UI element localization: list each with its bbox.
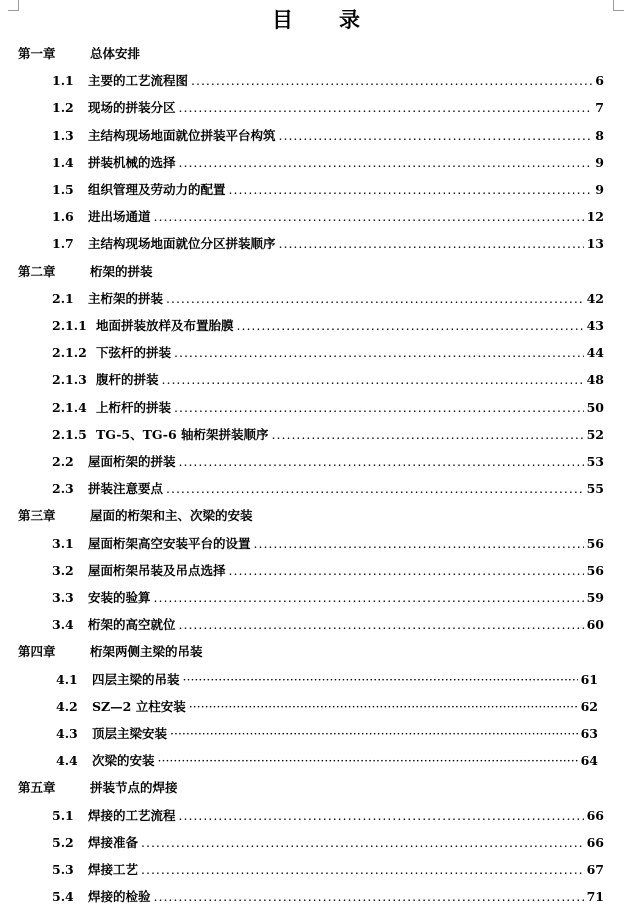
entry-title: 顶层主梁安装 [92,726,168,741]
dot-leader [170,726,578,741]
entry-page-number: 43 [586,318,604,333]
entry-page-number: 8 [595,127,604,143]
entry-title: 上桁杆的拼装 [96,399,172,415]
entry-number: 2.1.5 [52,426,87,442]
entry-title: 焊接准备 [88,834,139,850]
entry-number: 3.1 [52,535,74,551]
title-char-2: 录 [339,7,360,32]
toc-entry [56,697,598,715]
entry-page-number: 63 [580,726,598,741]
dot-leader [166,291,584,306]
entry-number: 2.1.2 [52,345,87,361]
chapter-title: 总体安排 [90,46,141,61]
entry-title: 拼装机械的选择 [88,154,176,170]
entry-title: 腹杆的拼装 [96,372,159,388]
chapter-number: 第三章 [18,508,56,524]
dot-leader [158,753,578,768]
chapter-title: 桁架的拼装 [90,263,153,279]
entry-number: 1.5 [52,182,74,197]
entry-number: 1.6 [52,209,74,225]
entry-page-number: 53 [586,454,604,469]
entry-page-number: 61 [580,671,598,687]
entry-title: 安装的验算 [88,590,151,605]
toc-entry [52,588,604,606]
chapter-title: 屋面的桁架和主、次梁的安装 [90,508,253,524]
toc-entry [52,71,604,89]
chapter-title: 桁架两侧主梁的吊装 [90,644,203,660]
dot-leader [166,481,584,496]
entry-title: TG-5、TG-6 轴桁架拼装顺序 [96,426,269,442]
entry-title: 主结构现场地面就位拼装平台构筑 [88,127,276,143]
entry-page-number: 60 [586,617,604,633]
entry-number: 2.1 [52,290,74,306]
toc-entry [52,289,604,307]
entry-title: 四层主梁的吊装 [92,671,180,687]
toc-entry [52,887,604,905]
entry-page-number: 42 [586,290,604,306]
entry-title: 焊接的检验 [88,889,151,905]
toc-entry [52,806,604,824]
entry-title: 焊接工艺 [88,862,139,877]
entry-page-number: 13 [586,236,604,252]
toc-entry [52,452,604,470]
toc-entry [52,316,604,334]
dot-leader [179,454,584,469]
entry-title: 拼装注意要点 [88,481,164,497]
toc-entry [52,860,604,878]
entry-page-number: 56 [586,562,604,578]
entry-title: 组织管理及劳动力的配置 [88,182,226,197]
dot-leader [154,889,584,904]
entry-title: 屋面桁架吊装及吊点选择 [88,562,226,578]
entry-number: 3.2 [52,562,74,578]
entry-title: 现场的拼装分区 [88,100,176,116]
toc-chapter-heading [18,44,578,62]
entry-title: 主要的工艺流程图 [88,73,189,89]
entry-title: SZ—2 立柱安装 [92,698,186,714]
toc-entry [52,370,604,388]
entry-number: 5.2 [52,834,74,850]
toc-entry [56,751,598,769]
entry-page-number: 71 [586,889,604,905]
toc-entry [52,561,604,579]
entry-page-number: 62 [580,698,598,714]
toc-entry [56,724,598,742]
entry-number: 2.1.4 [52,399,87,415]
entry-title: 次梁的安装 [92,753,155,769]
dot-leader [183,672,578,687]
entry-number: 5.1 [52,807,74,823]
entry-page-number: 12 [586,209,604,225]
entry-number: 2.3 [52,481,74,497]
entry-number: 1.2 [52,100,74,116]
entry-page-number: 48 [586,372,604,388]
entry-number: 2.1.3 [52,372,87,388]
entry-number: 4.4 [56,753,78,769]
entry-title: 主结构现场地面就位分区拼装顺序 [88,236,276,252]
toc-entry [52,833,604,851]
dot-leader [237,318,584,333]
entry-number: 1.7 [52,236,74,252]
toc-entry [52,126,604,144]
entry-number: 5.3 [52,862,74,877]
entry-title: 屋面桁架的拼装 [88,454,176,469]
entry-title: 主桁架的拼装 [88,290,164,306]
entry-page-number: 50 [586,399,604,415]
dot-leader [141,862,584,877]
entry-number: 3.3 [52,590,74,605]
toc-chapter-heading [18,506,578,524]
entry-number: 4.3 [56,726,78,741]
entry-title: 进出场通道 [88,209,151,225]
toc-entry [56,670,598,688]
dot-leader [254,536,584,551]
entry-page-number: 55 [586,481,604,497]
dot-leader [174,400,584,415]
entry-title: 地面拼装放样及布置胎膜 [96,318,234,333]
dot-leader [179,617,584,632]
dot-leader [154,590,584,605]
entry-page-number: 44 [586,345,604,361]
toc-entry [52,234,604,252]
entry-number: 4.2 [56,698,78,714]
entry-page-number: 66 [586,834,604,850]
dot-leader [279,128,593,143]
dot-leader [229,563,584,578]
entry-page-number: 9 [595,154,604,170]
title-char-1: 目 [272,7,293,32]
chapter-number: 第四章 [18,644,56,660]
entry-title: 屋面桁架高空安装平台的设置 [88,535,251,551]
toc-entry [52,343,604,361]
toc-entry [52,153,604,171]
entry-title: 桁架的高空就位 [88,617,176,633]
toc-entry [52,479,604,497]
dot-leader [179,100,593,115]
dot-leader [154,209,584,224]
entry-number: 2.2 [52,454,74,469]
entry-page-number: 52 [586,426,604,442]
chapter-title: 拼装节点的焊接 [90,780,178,796]
chapter-number: 第五章 [18,780,56,796]
toc-chapter-heading [18,778,578,796]
entry-page-number: 64 [580,753,598,769]
toc-entry [52,615,604,633]
dot-leader [162,372,584,387]
entry-number: 1.3 [52,127,74,143]
entry-page-number: 9 [595,182,604,197]
toc-entry [52,98,604,116]
entry-page-number: 56 [586,535,604,551]
toc-entry [52,398,604,416]
chapter-number: 第二章 [18,263,56,279]
entry-page-number: 66 [586,807,604,823]
chapter-number: 第一章 [18,46,56,61]
toc-entry [52,180,604,198]
entry-title: 下弦杆的拼装 [96,345,172,361]
dot-leader [179,808,584,823]
dot-leader [174,345,584,360]
dot-leader [279,236,584,251]
toc-chapter-heading [18,262,578,280]
entry-number: 2.1.1 [52,318,87,333]
dot-leader [272,427,584,442]
dot-leader [189,699,578,714]
entry-number: 5.4 [52,889,74,905]
dot-leader [141,835,584,850]
entry-page-number: 6 [595,73,604,89]
entry-number: 3.4 [52,617,74,633]
dot-leader [179,155,593,170]
entry-number: 1.1 [52,73,74,89]
entry-page-number: 67 [586,862,604,877]
toc-entry [52,207,604,225]
entry-page-number: 59 [586,590,604,605]
toc-chapter-heading [18,642,578,660]
page-title [0,4,632,34]
toc-entry [52,534,604,552]
dot-leader [191,73,592,88]
entry-title: 焊接的工艺流程 [88,807,176,823]
toc-entry [52,425,604,443]
entry-number: 4.1 [56,671,78,687]
entry-number: 1.4 [52,154,74,170]
entry-page-number: 7 [595,100,604,116]
dot-leader [229,182,593,197]
